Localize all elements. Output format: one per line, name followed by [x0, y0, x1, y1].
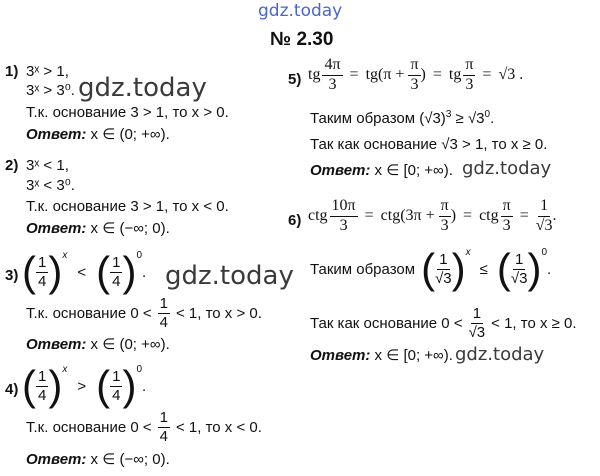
exponent: 0: [541, 247, 548, 258]
fraction-numerator: π: [408, 57, 420, 76]
watermark-top: gdz.today: [258, 1, 343, 21]
answer-value: x ∈ (−∞; 0).: [90, 451, 170, 468]
fraction-numerator: π: [463, 57, 475, 76]
problem-2-line-3: Т.к. основание 3 > 1, то x < 0.: [26, 198, 229, 215]
fraction-numerator: 1: [112, 367, 121, 385]
problem-6-equation: [308, 198, 557, 235]
fraction-numerator: 1: [439, 250, 448, 268]
fraction-numerator: 1: [472, 305, 482, 322]
problem-1-line-2: 3ˣ > 3⁰.: [26, 82, 75, 99]
equals-sign: =: [463, 207, 473, 225]
text: Таким образом: [310, 260, 416, 278]
ctg-function: ctg: [479, 207, 499, 225]
tg-function: tg: [448, 66, 462, 84]
watermark: gdz.today: [455, 344, 545, 365]
fraction-numerator: 1: [159, 295, 168, 312]
problem-2-line-1: 3ˣ < 1,: [26, 157, 69, 174]
tg-expression: tg(π +: [365, 66, 405, 84]
close-paren: ): [450, 207, 457, 225]
fraction-denominator: √3: [510, 269, 528, 287]
exponent: x: [62, 364, 68, 375]
answer-value: x ∈ [0; +∞).: [374, 162, 453, 179]
reason-text: Т.к. основание 0 <: [26, 418, 152, 436]
problem-3-answer: [26, 337, 170, 352]
fraction-denominator: 3: [502, 216, 511, 234]
problem-5-answer: [310, 163, 453, 178]
tg-function: tg: [308, 66, 321, 84]
fraction-numerator: 1: [112, 253, 121, 271]
fraction-denominator: 4: [159, 313, 168, 331]
problem-1-line-3: Т.к. основание 3 > 1, то x > 0.: [26, 104, 229, 121]
problem-5-label: 5): [288, 71, 302, 88]
fraction-numerator: 4π: [322, 57, 342, 76]
fraction-denominator: √3: [468, 323, 486, 341]
problem-2-line-2: 3ˣ < 3⁰.: [26, 177, 75, 194]
problem-6-inequality: Таким образом ( $\frac{1}{√3}$ ) x ≤ ( $\frac{1}{√3}$ ) 0 .: [310, 245, 552, 292]
fraction-denominator: 3: [410, 75, 419, 93]
problem-4-answer: [26, 452, 170, 467]
problem-3-label: 3): [5, 267, 19, 284]
period: .: [142, 263, 147, 281]
exponent: x: [465, 247, 471, 258]
problem-3-reason: [26, 296, 262, 331]
relation-sign: ≤: [479, 260, 488, 278]
result: √3 .: [498, 66, 524, 84]
problem-5-line-1: [310, 110, 494, 126]
exponent: 0: [484, 109, 491, 120]
answer-value: x ∈ [0; +∞).: [374, 347, 453, 364]
problem-5-equation: [308, 57, 523, 94]
text: Таким образом (√3): [310, 110, 446, 127]
answer-label: Ответ:: [310, 162, 371, 179]
problem-3-inequality: ( $\frac{1}{4}$ ) x < ( $\frac{1}{4}$ ) 0 .: [22, 248, 147, 295]
fraction-denominator: √3: [535, 216, 553, 234]
fraction-denominator: √3: [435, 269, 452, 287]
period: .: [142, 377, 147, 395]
fraction-numerator: 1: [515, 250, 524, 268]
answer-label: Ответ:: [26, 336, 87, 353]
exponent: x: [62, 250, 68, 261]
problem-4-inequality: ( $\frac{1}{4}$ ) x > ( $\frac{1}{4}$ ) 0 .: [22, 362, 147, 409]
fraction-denominator: 3: [440, 216, 449, 234]
watermark: gdz.today: [78, 73, 207, 103]
text: ≥ √3: [455, 110, 485, 127]
fraction-denominator: 3: [465, 75, 474, 93]
period: .: [547, 260, 552, 278]
fraction-numerator: 1: [159, 409, 168, 426]
problem-2-answer: [26, 221, 170, 236]
period: .: [552, 207, 557, 225]
relation-sign: >: [77, 377, 87, 395]
problem-6-label: 6): [288, 212, 302, 229]
exponent: 0: [136, 364, 143, 375]
fraction-denominator: 4: [112, 386, 121, 404]
fraction-denominator: 4: [159, 427, 168, 445]
fraction-numerator: π: [501, 198, 513, 217]
equals-sign: =: [349, 66, 359, 84]
answer-value: x ∈ (0; +∞).: [90, 126, 170, 143]
period: .: [490, 110, 495, 127]
exponent: 0: [136, 250, 143, 261]
answer-label: Ответ:: [26, 220, 87, 237]
equals-sign: =: [432, 66, 442, 84]
watermark: gdz.today: [165, 261, 294, 291]
exponent: 3: [445, 109, 452, 120]
problem-4-label: 4): [5, 381, 19, 398]
close-paren: ): [420, 66, 426, 84]
equals-sign: =: [519, 207, 529, 225]
equals-sign: =: [364, 207, 374, 225]
answer-label: Ответ:: [26, 126, 87, 143]
relation-sign: <: [77, 263, 87, 281]
problem-1-answer: [26, 127, 170, 142]
problem-6-reason: [310, 306, 577, 341]
reason-text: < 1, то x < 0.: [175, 418, 262, 436]
reason-text: < 1, то x ≥ 0.: [491, 314, 577, 332]
answer-label: Ответ:: [310, 347, 371, 364]
equals-sign: =: [482, 66, 492, 84]
fraction-denominator: 4: [38, 386, 47, 404]
fraction-numerator: 1: [38, 367, 47, 385]
fraction-numerator: π: [439, 198, 451, 217]
fraction-numerator: 1: [538, 198, 550, 217]
problem-4-reason: [26, 410, 262, 445]
problem-6-answer: [310, 348, 453, 363]
fraction-denominator: 4: [112, 272, 121, 290]
fraction-denominator: 4: [38, 272, 47, 290]
fraction-numerator: 1: [38, 253, 47, 271]
watermark: gdz.today: [462, 158, 552, 179]
answer-value: x ∈ (−∞; 0).: [90, 220, 170, 237]
fraction-numerator: 10π: [330, 198, 358, 217]
problem-1-label: 1): [5, 63, 19, 80]
problem-1-line-1: 3ˣ > 1,: [26, 63, 69, 80]
reason-text: Т.к. основание 0 <: [26, 304, 152, 322]
reason-text: < 1, то x > 0.: [175, 304, 262, 322]
reason-text: Так как основание 0 <: [310, 314, 463, 332]
problem-2-label: 2): [5, 157, 19, 174]
page-title: № 2.30: [270, 29, 334, 50]
problem-5-line-2: Так как основание √3 > 1, то x ≥ 0.: [310, 136, 548, 153]
answer-label: Ответ:: [26, 451, 87, 468]
fraction-denominator: 3: [328, 75, 337, 93]
fraction-denominator: 3: [339, 216, 348, 234]
ctg-function: ctg: [308, 207, 328, 225]
ctg-expression: ctg(3π +: [380, 207, 435, 225]
answer-value: x ∈ (0; +∞).: [90, 336, 170, 353]
